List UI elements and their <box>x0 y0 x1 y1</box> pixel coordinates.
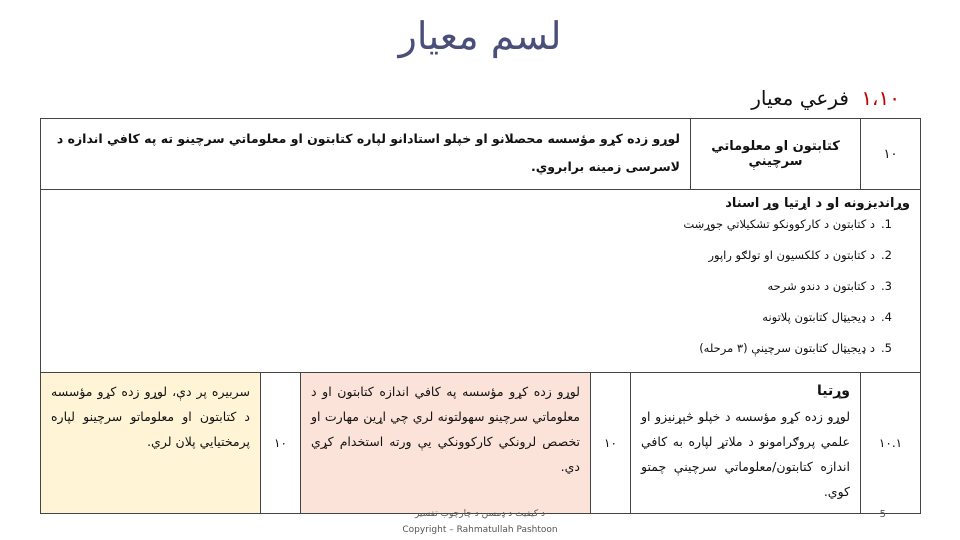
item-index: 2. <box>881 248 892 262</box>
page-number: 5 <box>879 509 886 520</box>
evidence-list <box>301 217 910 372</box>
score-left: ۱۰ <box>261 373 301 514</box>
level-orange-text: لوړو زده کړو مؤسسه په کافي اندازه کتابتون او د معلوماتي سرچينو سهولتونه لري چي اړين مهارت او تخصص لرونکي کارکوونکي يې ورته استخدام کړي دي. <box>311 384 580 474</box>
level-orange-cell <box>301 373 591 514</box>
list-item <box>301 279 892 310</box>
item-text: د کتابتون د دندو شرحه <box>767 279 876 293</box>
row-heading: کتابتون او معلوماتي سرچينې <box>691 119 861 190</box>
list-item <box>301 217 892 248</box>
row-number: ۱۰ <box>861 119 921 190</box>
requirement-heading: وړتيا <box>817 383 850 399</box>
sub-standard-number: ۱۰.۱ <box>861 373 921 514</box>
table-row <box>41 190 921 373</box>
item-index: 5. <box>881 341 892 355</box>
level-yellow-text: سربيره پر دې، لوړو زده کړو مؤسسه د کتابتون او معلوماتو سرچينو لپاره پرمختيايي پلان لري. <box>51 384 250 449</box>
evidence-cell <box>41 190 921 373</box>
subtitle <box>751 86 900 110</box>
item-text: د کتابتون د کلکسيون او تولګو راپور <box>708 248 876 262</box>
standard-table <box>40 118 921 373</box>
item-text: د کتابتون د کارکوونکو تشکيلاتي جوړښت <box>683 217 876 231</box>
item-text: د ډیجيټال کتابتون سرچينې (۳ مرحله) <box>699 341 876 355</box>
level-yellow-cell <box>41 373 261 514</box>
table-row <box>41 373 921 514</box>
score-mid: ۱۰ <box>591 373 631 514</box>
item-index: 3. <box>881 279 892 293</box>
item-index: 4. <box>881 310 892 324</box>
item-text: د ډیجیټال کتابتون پلاتونه <box>762 310 876 324</box>
subtitle-text: فرعي معيار <box>751 86 849 110</box>
list-item <box>301 310 892 341</box>
footer <box>380 506 580 538</box>
standard-table-frame <box>40 118 920 500</box>
list-item <box>301 341 892 372</box>
footer-line1: د کیفیت د ډمسن د چارچوب تفسیر <box>414 509 546 519</box>
footer-copyright: Copyright – Rahmatullah Pashtoon <box>402 525 558 535</box>
evidence-heading: وړاندیزونه او د اړتيا وړ اسناد <box>725 196 910 211</box>
rating-table <box>40 372 921 514</box>
row-description: لوړو زده کړو مؤسسه محصلانو او خپلو استادانو لپاره کتابتون او معلوماتي سرچينو ته په کافي اندازه د لاسرسی زمينه برابروي. <box>41 119 691 190</box>
list-item <box>301 248 892 279</box>
table-row <box>41 119 921 190</box>
requirement-text: لوړو زده کړو مؤسسه د خپلو څېړنيزو او علمي پروګرامونو د ملاتړ لپاره به کافي اندازه کتابتون/معلوماتي سرچينې چمتو کوي. <box>641 409 850 499</box>
subtitle-number: ۱،۱۰ <box>861 86 900 110</box>
item-index: 1. <box>881 217 892 231</box>
requirement-cell <box>631 373 861 514</box>
page-title: لسم معيار <box>398 14 562 58</box>
